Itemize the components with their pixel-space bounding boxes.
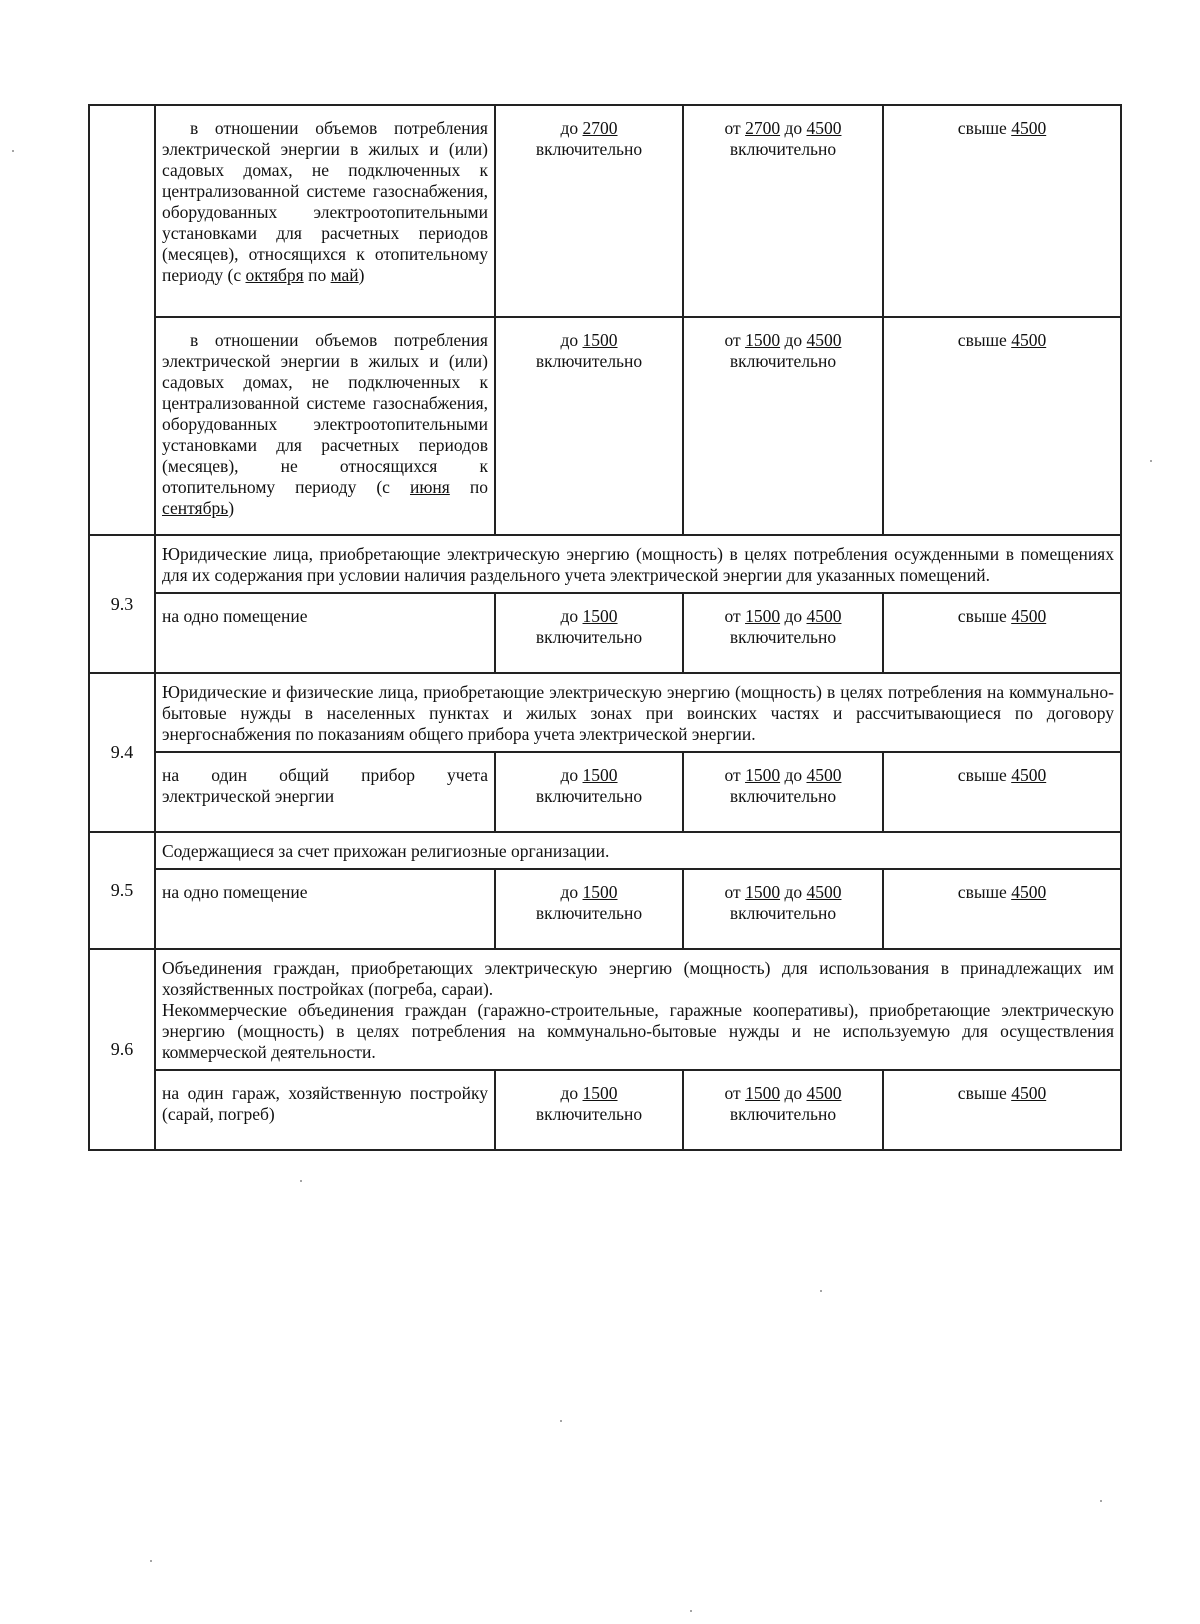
row-description: в отношении объемов потребления электрической энергии в жилых и (или) садовых домах, не подключенных к централизованной системе газоснабжения, оборудованных электроотопительными установками для расчетных периодов (месяцев), относящихся к отопительному периоду (с октября по май) <box>155 105 495 317</box>
range-mid-cell: от 1500 до 4500 включительно <box>683 752 883 832</box>
row-description: на одно помещение <box>155 869 495 949</box>
range-high-cell: свыше 4500 <box>883 317 1121 535</box>
row-description: на один общий прибор учета электрической энергии <box>155 752 495 832</box>
scan-speck <box>12 150 14 152</box>
range-low-cell: до 1500 включительно <box>495 593 683 673</box>
range-mid-cell: от 1500 до 4500 включительно <box>683 593 883 673</box>
range-high-cell: свыше 4500 <box>883 105 1121 317</box>
section-head-row <box>89 949 1121 1070</box>
table-row <box>89 593 1121 673</box>
scan-speck <box>1100 1500 1102 1502</box>
table-row <box>89 317 1121 535</box>
section-heading: Юридические лица, приобретающие электрическую энергию (мощность) в целях потребления осужденными в помещениях для их содержания при условии наличия раздельного учета электрической энергии для указанных помещений. <box>155 535 1121 593</box>
range-mid-cell: от 2700 до 4500 включительно <box>683 105 883 317</box>
row-number-cell: 9.5 <box>89 832 155 949</box>
scan-speck <box>560 1420 562 1422</box>
range-high-cell: свыше 4500 <box>883 869 1121 949</box>
range-low-cell: до 2700 включительно <box>495 105 683 317</box>
scan-speck <box>300 1180 302 1182</box>
table-row <box>89 105 1121 317</box>
section-heading-part: Некоммерческие объединения граждан (гаражно-строительные, гаражные кооперативы), приобретающие электрическую энергию (мощность) в целях потребления на коммунально-бытовые нужды и не используемую для осуществления коммерческой деятельности. <box>162 1000 1114 1062</box>
range-high-cell: свыше 4500 <box>883 752 1121 832</box>
section-heading: Юридические и физические лица, приобретающие электрическую энергию (мощность) в целях потребления на коммунально-бытовые нужды в населенных пунктах и жилых зонах при воинских частях и рассчитывающиеся по договору энергоснабжения по показаниям общего прибора учета электрической энергии. <box>155 673 1121 752</box>
row-description: в отношении объемов потребления электрической энергии в жилых и (или) садовых домах, не подключенных к централизованной системе газоснабжения, оборудованных электроотопительными установками для расчетных периодов (месяцев), не относящихся к отопительному периоду (с июня по сентябрь) <box>155 317 495 535</box>
row-number-cell: 9.3 <box>89 535 155 673</box>
section-head-row <box>89 832 1121 869</box>
section-heading-part: Объединения граждан, приобретающих электрическую энергию (мощность) для использования в принадлежащих им хозяйственных постройках (погреба, сараи). <box>162 958 1114 999</box>
range-low-cell: до 1500 включительно <box>495 869 683 949</box>
range-high-cell: свыше 4500 <box>883 1070 1121 1150</box>
range-high-cell: свыше 4500 <box>883 593 1121 673</box>
section-head-row <box>89 535 1121 593</box>
range-low-cell: до 1500 включительно <box>495 317 683 535</box>
row-description: на один гараж, хозяйственную постройку (сарай, погреб) <box>155 1070 495 1150</box>
range-mid-cell: от 1500 до 4500 включительно <box>683 317 883 535</box>
range-low-cell: до 1500 включительно <box>495 752 683 832</box>
row-number-cell: 9.6 <box>89 949 155 1150</box>
scan-speck <box>820 1290 822 1292</box>
row-number-cell <box>89 105 155 535</box>
scan-speck <box>690 1610 692 1612</box>
section-heading: Содержащиеся за счет прихожан религиозные организации. <box>155 832 1121 869</box>
range-low-cell: до 1500 включительно <box>495 1070 683 1150</box>
row-description: на одно помещение <box>155 593 495 673</box>
scan-speck <box>150 1560 152 1562</box>
scan-speck <box>1150 460 1152 462</box>
range-mid-cell: от 1500 до 4500 включительно <box>683 869 883 949</box>
table-row <box>89 869 1121 949</box>
section-head-row <box>89 673 1121 752</box>
range-mid-cell: от 1500 до 4500 включительно <box>683 1070 883 1150</box>
table-row <box>89 1070 1121 1150</box>
table-row <box>89 752 1121 832</box>
tariff-table <box>88 104 1122 1151</box>
section-heading <box>155 949 1121 1070</box>
row-number-cell: 9.4 <box>89 673 155 832</box>
